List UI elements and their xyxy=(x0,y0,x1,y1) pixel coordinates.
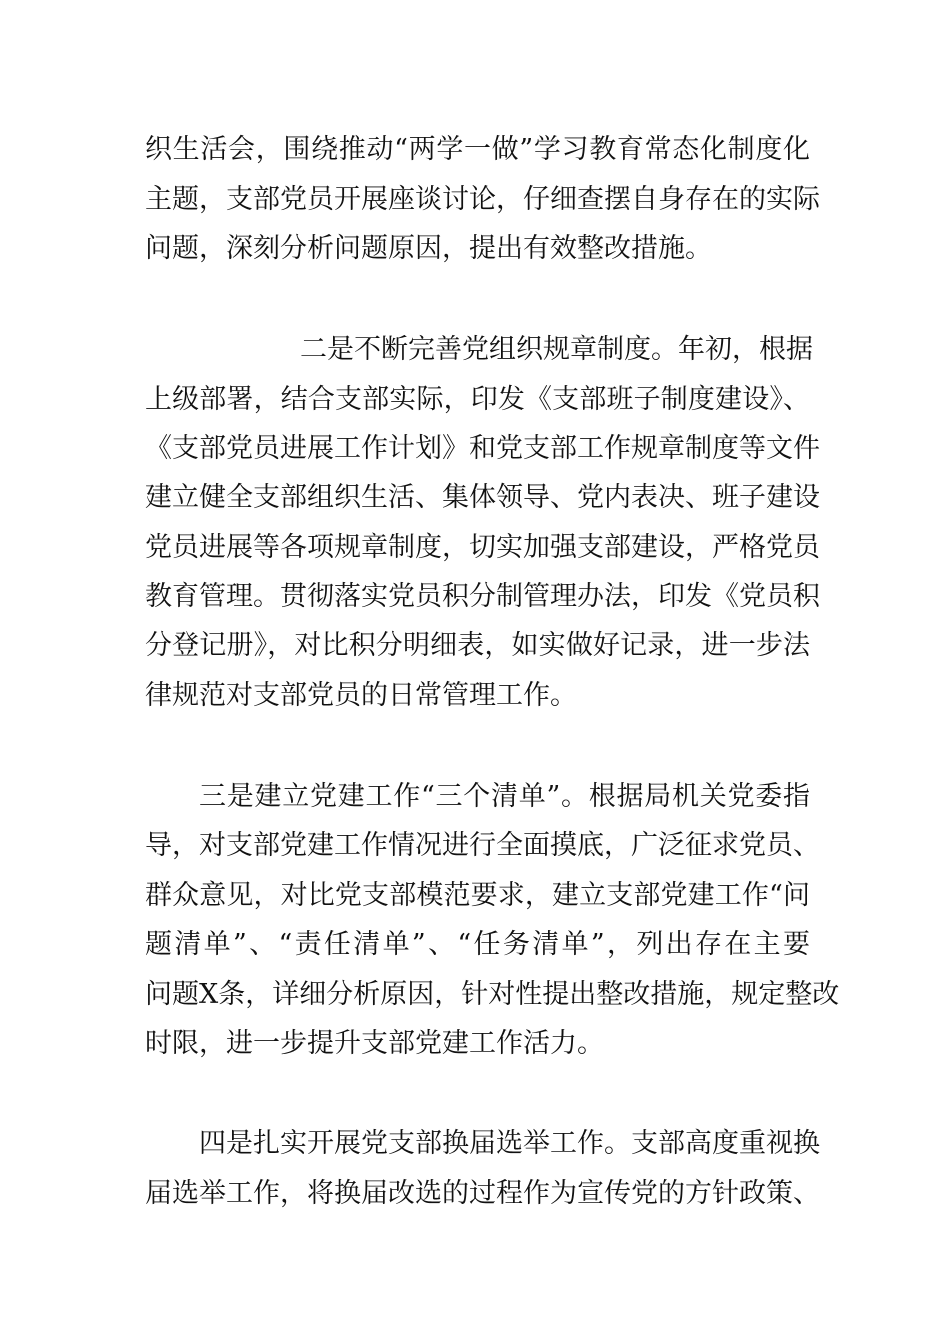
paragraph-2-line-6: 教育管理。贯彻落实党员积分制管理办法，印发《党员积 xyxy=(145,581,820,612)
paragraph-2-line-5: 党员进展等各项规章制度，切实加强支部建设，严格党员 xyxy=(145,532,820,563)
paragraph-2-line-3: 《支部党员进展工作计划》和党支部工作规章制度等文件 xyxy=(145,433,820,464)
paragraph-3-line-1: 三是建立党建工作“三个清单”。根据局机关党委指 xyxy=(199,781,810,812)
paragraph-3-line-3: 群众意见，对比党支部模范要求，建立支部党建工作“问 xyxy=(145,880,810,911)
paragraph-2-line-1: 二是不断完善党组织规章制度。年初，根据 xyxy=(300,334,813,365)
paragraph-4-line-2: 届选举工作，将换届改选的过程作为宣传党的方针政策、 xyxy=(145,1178,820,1209)
paragraph-3-line-2: 导，对支部党建工作情况进行全面摸底，广泛征求党员、 xyxy=(145,830,820,861)
paragraph-2-line-4: 建立健全支部组织生活、集体领导、党内表决、班子建设 xyxy=(145,482,820,513)
paragraph-1-line-3: 问题，深刻分析问题原因，提出有效整改措施。 xyxy=(145,233,712,264)
paragraph-3-line-6: 时限，进一步提升支部党建工作活力。 xyxy=(145,1028,604,1059)
paragraph-1-line-2: 主题，支部党员开展座谈讨论，仔细查摆自身存在的实际 xyxy=(145,184,820,215)
paragraph-2-line-2: 上级部署，结合支部实际，印发《支部班子制度建设》、 xyxy=(145,384,810,415)
paragraph-2-line-8: 律规范对支部党员的日常管理工作。 xyxy=(145,680,577,711)
paragraph-4-line-1: 四是扎实开展党支部换届选举工作。支部高度重视换 xyxy=(199,1128,820,1159)
paragraph-2-line-7: 分登记册》，对比积分明细表，如实做好记录，进一步法 xyxy=(145,630,810,661)
paragraph-1-line-1: 织生活会，围绕推动“两学一做”学习教育常态化制度化 xyxy=(145,134,810,165)
paragraph-3-line-4: 题清单”、“责任清单”、“任务清单”，列出存在主要 xyxy=(145,929,810,960)
paragraph-3-line-5: 问题X条，详细分析原因，针对性提出整改措施，规定整改 xyxy=(145,979,840,1010)
